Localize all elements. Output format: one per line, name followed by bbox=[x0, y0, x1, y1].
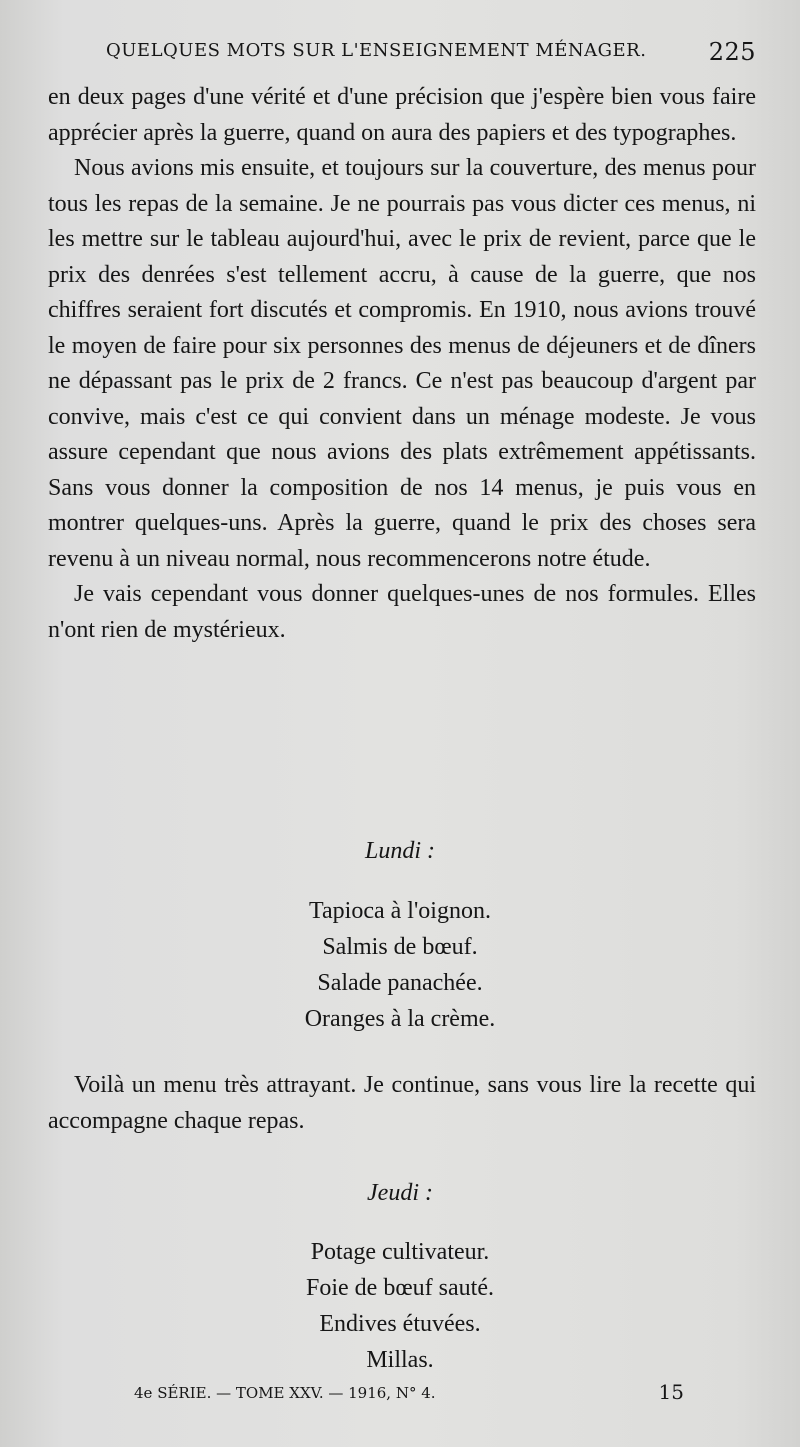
signature-line: 4e SÉRIE. — TOME XXV. — 1916, N° 4. bbox=[134, 1384, 436, 1402]
menu-item: Foie de bœuf sauté. bbox=[306, 1275, 494, 1301]
page-footer bbox=[134, 1380, 684, 1408]
paragraph: Nous avions mis ensuite, et toujours sur la couverture, des menus pour tous les repas de la semaine. Je ne pourrais pas vous dicter ces menus, ni les mettre sur le tableau aujourd'hui, avec le prix de revient, parce que le prix des denrées s'est tellement accru, à cause de la guerre, que nos chiffres seraient fort discutés et compromis. En 1910, nous avions trouvé le moyen de faire pour six personnes des menus de déjeuners et de dîners ne dépassant pas le prix de 2 francs. Ce n'est pas beaucoup d'argent par convive, mais c'est ce qui convient dans un ménage modeste. Je vous assure cependant que nous avions des plats extrêmement appétissants. Sans vous donner la composition de nos 14 menus, je puis vous en montrer quelques-uns. Après la guerre, quand le prix des choses sera revenu à un niveau normal, nous recommencerons notre étude. bbox=[48, 155, 756, 572]
menu-item: Salade panachée. bbox=[317, 970, 483, 996]
menu-item: Oranges à la crème. bbox=[304, 1006, 496, 1032]
paragraph: Je vais cependant vous donner quelques-unes de nos formules. Elles n'ont rien de mystérieux. bbox=[48, 581, 756, 643]
menu-item: Tapioca à l'oignon. bbox=[309, 898, 491, 924]
menu-item: Salmis de bœuf. bbox=[322, 934, 478, 960]
menu-item: Potage cultivateur. bbox=[310, 1239, 490, 1265]
paragraph: en deux pages d'une vérité et d'une précision que j'espère bien vous faire apprécier après la guerre, quand on aura des papiers et des typographes. bbox=[48, 84, 756, 146]
menu-item: Millas. bbox=[366, 1347, 434, 1373]
running-header bbox=[106, 38, 756, 68]
menu-title-lundi: Lundi : bbox=[364, 838, 435, 864]
sheet-number: 15 bbox=[658, 1380, 684, 1404]
paragraph: Voilà un menu très attrayant. Je continue, sans vous lire la recette qui accompagne chaque repas. bbox=[48, 1072, 756, 1134]
menu-list-lundi bbox=[0, 893, 800, 1037]
menu-title-jeudi: Jeudi : bbox=[367, 1180, 433, 1206]
body-text bbox=[48, 80, 756, 648]
menu-item: Endives étuvées. bbox=[319, 1311, 481, 1337]
running-title: QUELQUES MOTS SUR L'ENSEIGNEMENT MÉNAGER. bbox=[106, 40, 647, 61]
menu-list-jeudi bbox=[0, 1234, 800, 1378]
page-number: 225 bbox=[708, 38, 756, 66]
